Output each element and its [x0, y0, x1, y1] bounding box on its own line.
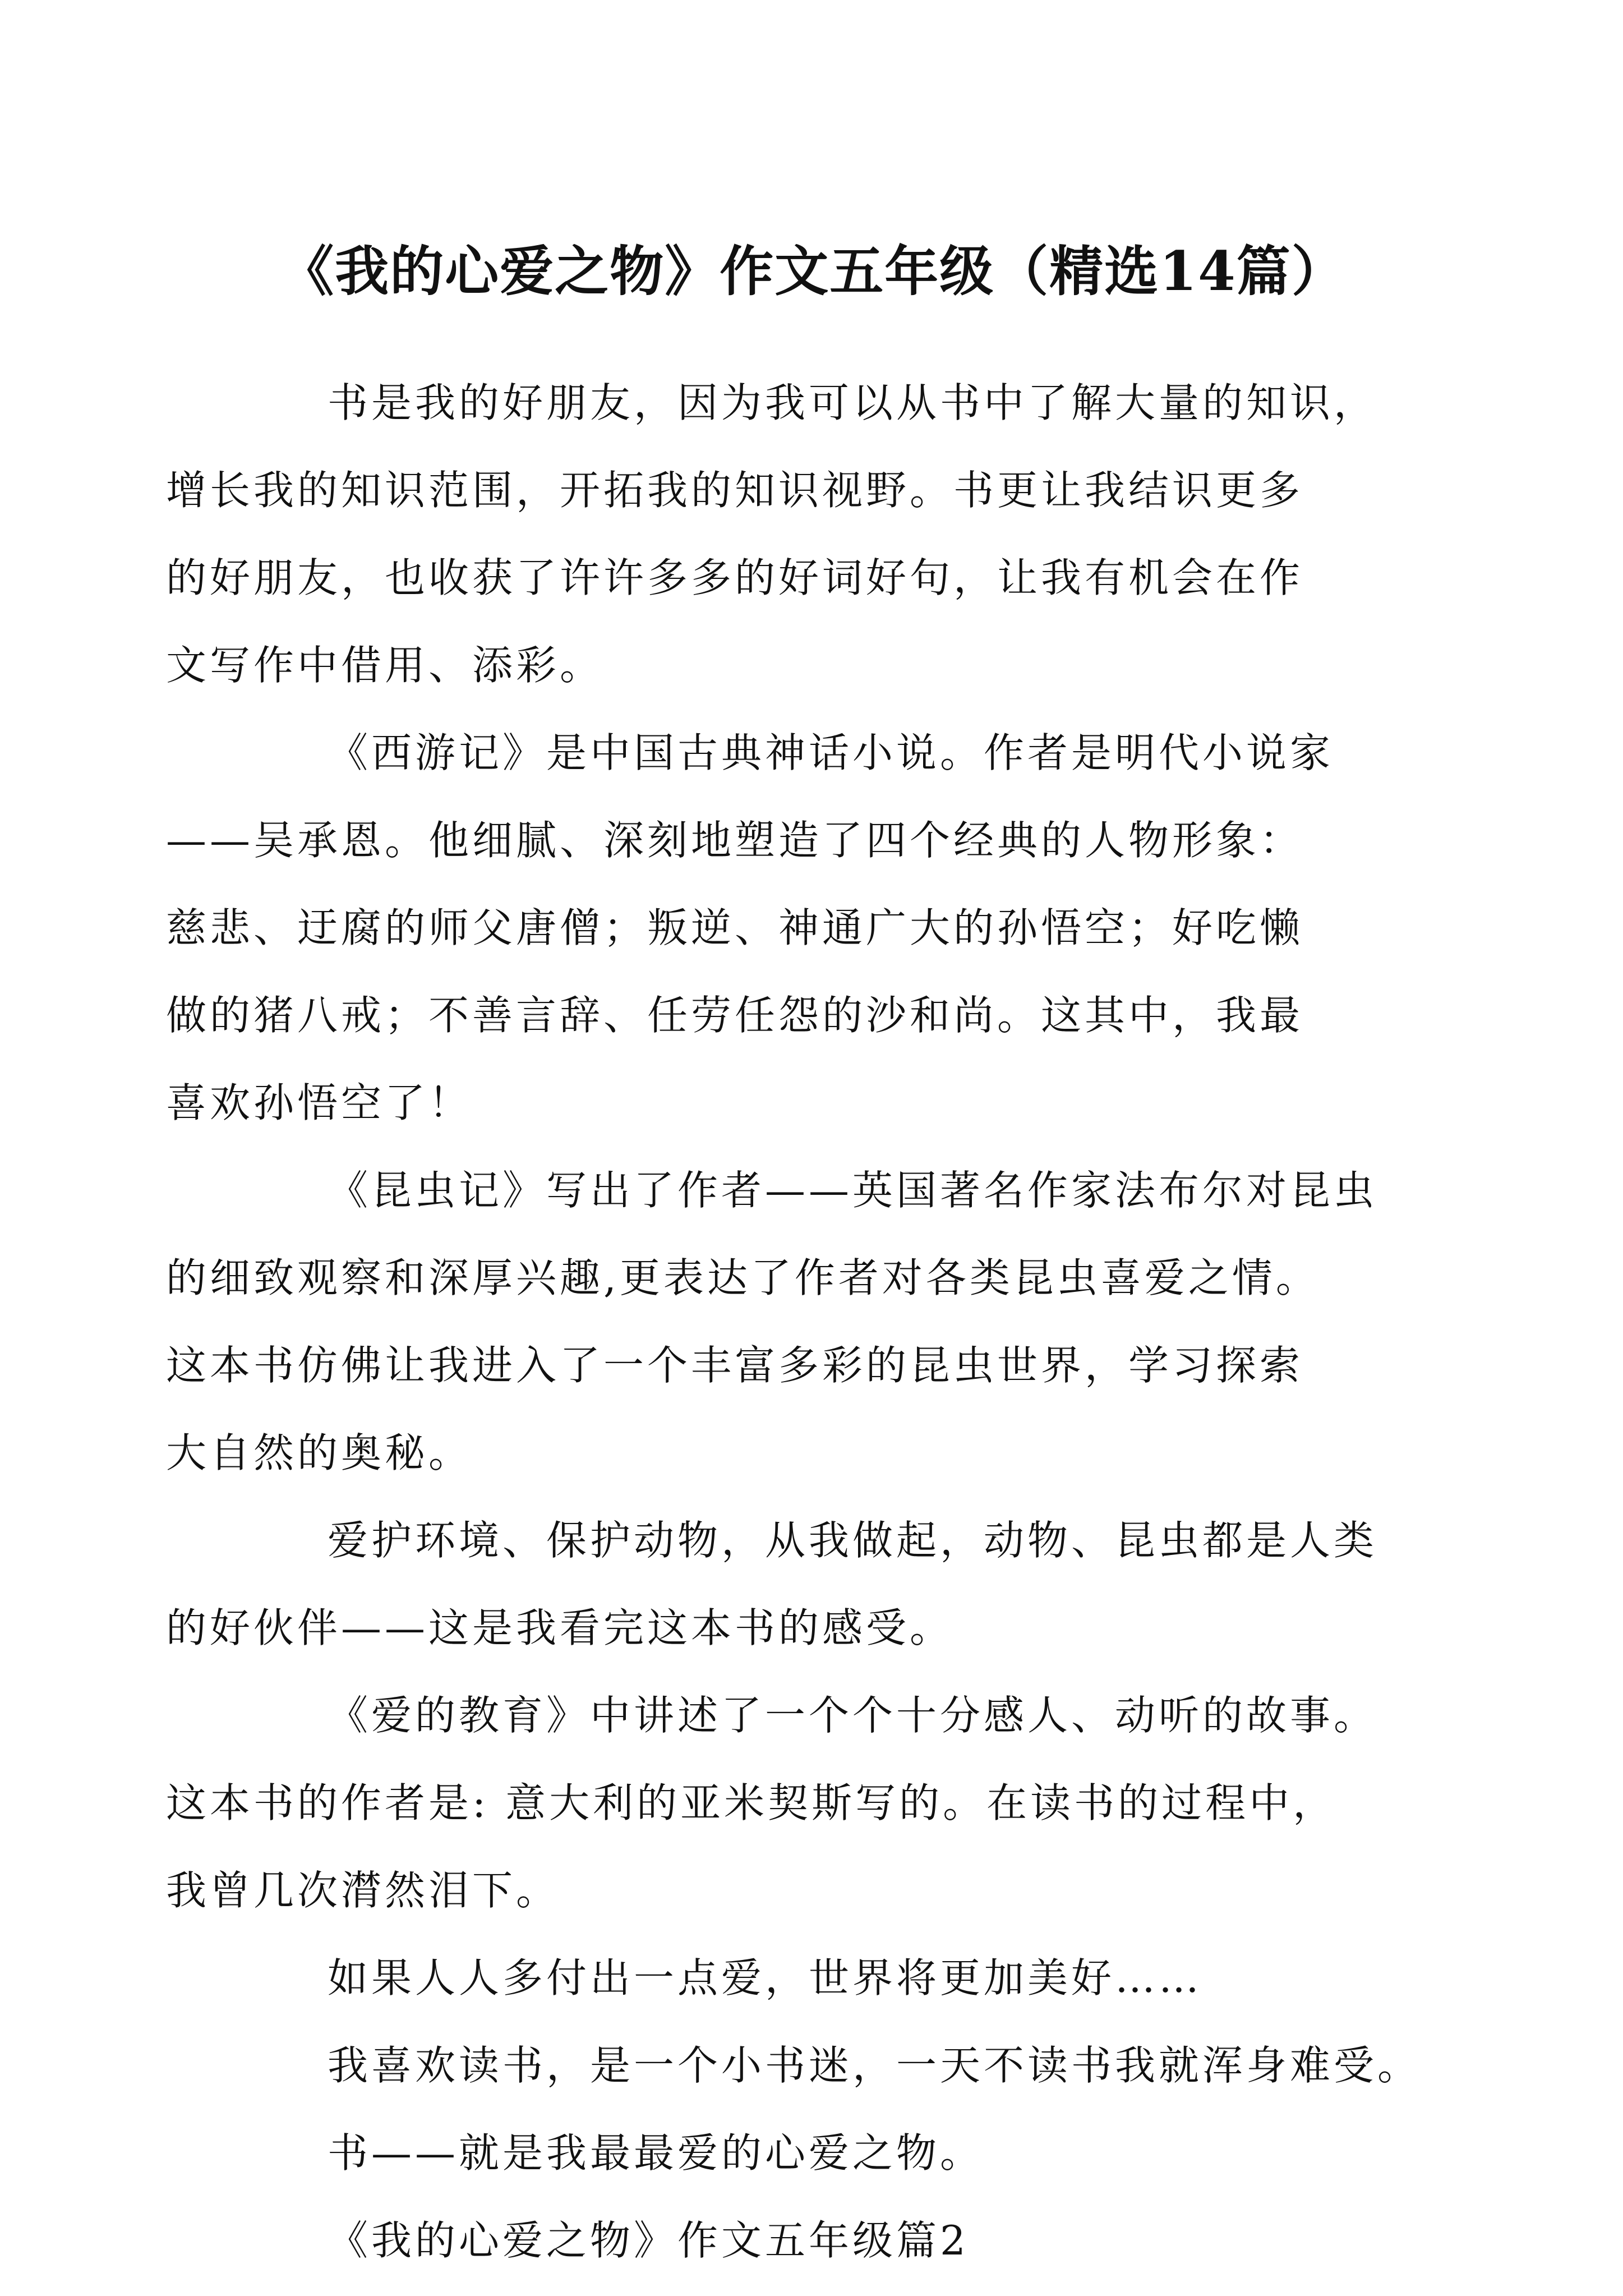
- paragraph-heart-education: [166, 1672, 1402, 1934]
- paragraph-book-fan: [247, 2022, 1422, 2109]
- text-line: 《昆虫记》写出了作者——英国著名作家法布尔对昆虫: [328, 1167, 1378, 1214]
- document-title: 《我的心爱之物》作文五年级（精选14篇）: [280, 240, 1347, 303]
- text-line: 喜欢孙悟空了！: [166, 1079, 473, 1126]
- text-line: 慈悲、迂腐的师父唐僧；叛逆、神通广大的孙悟空；好吃懒: [166, 904, 1304, 951]
- document-body: [166, 359, 1422, 2284]
- text-line: 这本书的作者是: 意大利的亚米契斯写的。在读书的过程中，: [166, 1779, 1337, 1826]
- text-line: 爱护环境、保护动物，从我做起，动物、昆虫都是人类: [328, 1517, 1378, 1564]
- text-line: 如果人人多付出一点爱，世界将更加美好……: [328, 1954, 1203, 2001]
- text-line: 文写作中借用、添彩。: [166, 642, 604, 689]
- text-line: 大自然的奥秘。: [166, 1429, 473, 1476]
- text-line: 书——就是我最最爱的心爱之物。: [328, 2129, 984, 2177]
- text-line: 书是我的好朋友，因为我可以从书中了解大量的知识，: [328, 379, 1378, 426]
- paragraph-more-love: [247, 1934, 1402, 2022]
- paragraph-favorite-thing: [247, 2109, 1402, 2197]
- text-line: 《西游记》是中国古典神话小说。作者是明代小说家: [328, 729, 1334, 776]
- section-heading-article-2: [247, 2197, 1402, 2284]
- text-line: 的好伙伴——这是我看完这本书的感受。: [166, 1604, 954, 1651]
- text-line: 《爱的教育》中讲述了一个个十分感人、动听的故事。: [328, 1692, 1378, 1739]
- text-line: 我曾几次潸然泪下。: [166, 1867, 560, 1914]
- text-line: 《我的心爱之物》作文五年级篇2: [328, 2217, 969, 2264]
- paragraph-insect-records: [166, 1147, 1402, 1497]
- paragraph-journey-west: [166, 709, 1402, 1147]
- text-line: 做的猪八戒；不善言辞、任劳任怨的沙和尚。这其中，我最: [166, 992, 1304, 1039]
- text-line: 的细致观察和深厚兴趣,更表达了作者对各类昆虫喜爱之情。: [166, 1254, 1320, 1301]
- paragraph-books-friend: [166, 359, 1402, 709]
- text-line: ——吴承恩。他细腻、深刻地塑造了四个经典的人物形象：: [166, 817, 1304, 864]
- paragraph-protect-environment: [166, 1497, 1402, 1672]
- text-line: 我喜欢读书，是一个小书迷，一天不读书我就浑身难受。: [328, 2042, 1422, 2089]
- text-line: 这本书仿佛让我进入了一个丰富多彩的昆虫世界，学习探索: [166, 1342, 1304, 1389]
- text-line: 增长我的知识范围，开拓我的知识视野。书更让我结识更多: [166, 467, 1304, 514]
- text-line: 的好朋友，也收获了许许多多的好词好句，让我有机会在作: [166, 554, 1304, 601]
